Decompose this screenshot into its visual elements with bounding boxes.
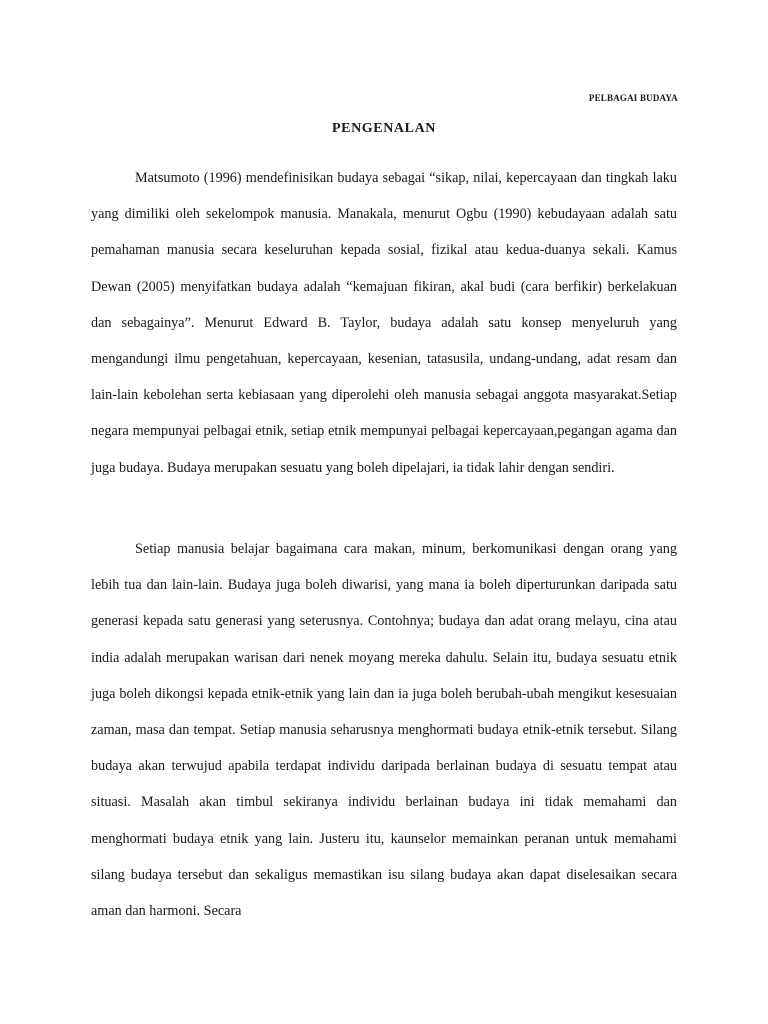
paragraph: Matsumoto (1996) mendefinisikan budaya sebagai “sikap, nilai, kepercayaan dan tingkah laku yang dimiliki oleh sekelompok manusia. Manakala, menurut Ogbu (1990) kebudayaan adalah satu pemahaman manusia secara keseluruhan kepada sosial, fizikal atau kedua-duanya sekali. Kamus Dewan (2005) menyifatkan budaya adalah “kemajuan fikiran, akal budi (cara berfikir) berkelakuan dan sebagainya”. Menurut Edward B. Taylor, budaya adalah satu konsep menyeluruh yang mengandungi ilmu pengetahuan, kepercayaan, kesenian, tatasusila, undang-undang, adat resam dan lain-lain kebolehan serta kebiasaan yang diperolehi oleh manusia sebagai anggota masyarakat.Setiap negara mempunyai pelbagai etnik, setiap etnik mempunyai pelbagai kepercayaan,pegangan agama dan juga budaya. Budaya merupakan sesuatu yang boleh dipelajari, ia tidak lahir dengan sendiri.	[91, 170, 677, 476]
running-head: PELBAGAI BUDAYA	[588, 93, 678, 103]
paragraph: Setiap manusia belajar bagaimana cara makan, minum, berkomunikasi dengan orang yang lebih tua dan lain-lain. Budaya juga boleh diwarisi, yang mana ia boleh diperturunkan daripada satu generasi kepada satu generasi yang seterusnya. Contohnya; budaya dan adat orang melayu, cina atau india adalah merupakan warisan dari nenek moyang mereka dahulu. Selain itu, budaya sesuatu etnik juga boleh dikongsi kepada etnik-etnik yang lain dan ia juga boleh berubah-ubah mengikut kesesuaian zaman, masa dan tempat. Setiap manusia seharusnya menghormati budaya etnik-etnik tersebut. Silang budaya akan terwujud apabila terdapat individu daripada berlainan budaya di sesuatu tempat atau situasi. Masalah akan timbul sekiranya individu berlainan budaya ini tidak memahami dan menghormati budaya etnik yang lain. Justeru itu, kaunselor memainkan peranan untuk memahami silang budaya tersebut dan sekaligus memastikan isu silang budaya akan dapat diselesaikan secara aman dan harmoni. Secara	[91, 541, 677, 920]
page-title: PENGENALAN	[331, 121, 436, 136]
